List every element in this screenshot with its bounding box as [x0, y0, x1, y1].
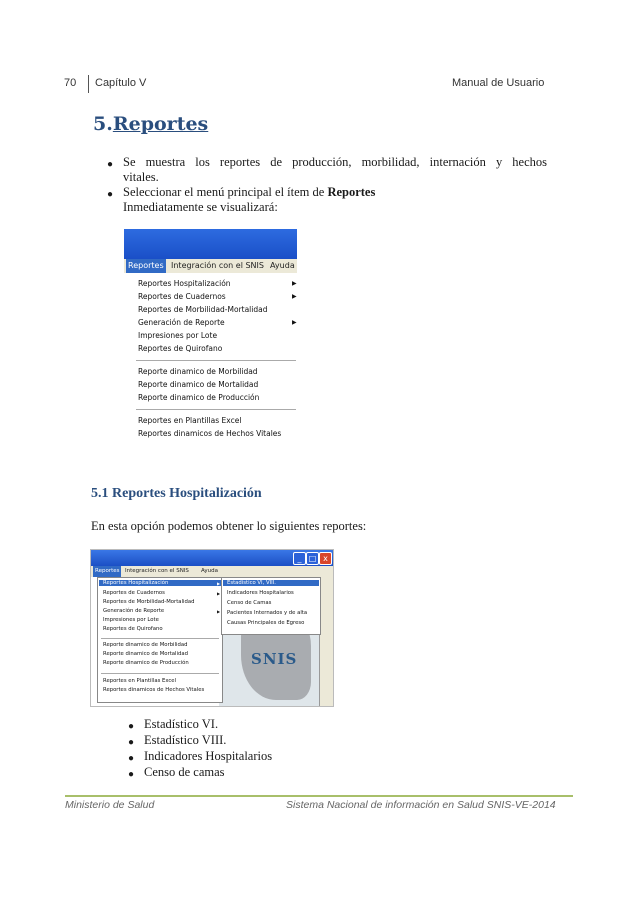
bullet-1-line-2: vitales.	[123, 170, 159, 184]
report-bullet-1: Estadístico VI.	[144, 717, 219, 731]
bullet-dot: ●	[128, 737, 135, 748]
menu-item-reportes-hospitalizacion[interactable]: Reportes Hospitalización	[99, 580, 221, 586]
menu-item-dinamico-produccion[interactable]: Reporte dinamico de Producción	[138, 393, 260, 402]
report-bullet-2: Estadístico VIII.	[144, 733, 227, 747]
menu-separator	[136, 360, 296, 361]
report-bullet-3: Indicadores Hospitalarios	[144, 749, 273, 763]
menu-separator	[136, 409, 296, 410]
menu-item-impresiones-lote[interactable]: Impresiones por Lote	[103, 617, 159, 623]
close-icon[interactable]: x	[319, 552, 332, 565]
submenu-arrow-icon: ▶	[292, 319, 297, 326]
menu-item-quirofano[interactable]: Reportes de Quirofano	[103, 626, 163, 632]
bullet-2-line-1	[123, 185, 375, 200]
submenu-item-censo-camas[interactable]: Censo de Camas	[227, 600, 272, 606]
footer-right: Sistema Nacional de información en Salud SNIS-VE-2014	[286, 799, 556, 811]
submenu-item-indicadores[interactable]: Indicadores Hospitalarios	[227, 590, 294, 596]
submenu-arrow-icon: ▶	[217, 609, 221, 614]
footer-divider	[65, 795, 573, 797]
menu-item-reportes-cuadernos[interactable]: Reportes de Cuadernos	[138, 292, 226, 301]
subsection-intro: En esta opción podemos obtener lo siguientes reportes:	[91, 519, 367, 533]
bullet-2-text: Seleccionar el menú principal el ítem de	[123, 185, 328, 199]
menu-reportes[interactable]: Reportes	[93, 566, 121, 577]
section-title	[93, 113, 208, 135]
menu-item-hechos-vitales[interactable]: Reportes dinamicos de Hechos Vitales	[138, 429, 282, 438]
menu-ayuda[interactable]: Ayuda	[201, 568, 218, 574]
menu-item-reportes-cuadernos[interactable]: Reportes de Cuadernos	[103, 590, 165, 596]
submenu-arrow-icon: ▶	[292, 293, 297, 300]
menu-item-dinamico-morbilidad[interactable]: Reporte dinamico de Morbilidad	[138, 367, 258, 376]
side-panel	[319, 577, 334, 706]
section-number: 5.	[93, 113, 113, 135]
subsection-title: 5.1 Reportes Hospitalización	[91, 486, 262, 501]
menu-item-morbilidad-mortalidad[interactable]: Reportes de Morbilidad-Mortalidad	[103, 599, 195, 605]
menu-reportes[interactable]: Reportes	[126, 259, 166, 273]
footer-left: Ministerio de Salud	[65, 799, 155, 811]
menu-item-quirofano[interactable]: Reportes de Quirofano	[138, 344, 223, 353]
report-bullet-4: Censo de camas	[144, 765, 225, 779]
menu-item-reportes-hospitalizacion[interactable]: Reportes Hospitalización	[138, 279, 231, 288]
menu-integracion[interactable]: Integración con el SNIS	[171, 261, 264, 270]
reportes-dropdown	[97, 577, 223, 703]
submenu-arrow-icon: ▶	[292, 280, 297, 287]
window-titlebar	[124, 229, 297, 259]
menu-item-impresiones-lote[interactable]: Impresiones por Lote	[138, 331, 218, 340]
maximize-icon[interactable]: □	[306, 552, 319, 565]
bullet-dot: ●	[107, 189, 114, 200]
bullet-dot: ●	[128, 769, 135, 780]
menu-separator	[101, 673, 219, 674]
menu-bar	[124, 259, 297, 273]
bullet-1-line-1: Se muestra los reportes de producción, morbilidad, internación y hechos	[123, 155, 547, 169]
menu-bar	[91, 566, 333, 577]
section-title-text: Reportes	[112, 113, 209, 135]
header-separator	[88, 75, 89, 93]
menu-separator	[101, 638, 219, 639]
chapter-label: Capítulo V	[95, 77, 147, 89]
bullet-dot: ●	[128, 753, 135, 764]
submenu-arrow-icon: ▶	[217, 591, 221, 596]
menu-item-plantillas-excel[interactable]: Reportes en Plantillas Excel	[103, 678, 177, 684]
submenu-item-causas-egreso[interactable]: Causas Principales de Egreso	[227, 620, 305, 626]
menu-integracion[interactable]: Integración con el SNIS	[125, 568, 189, 574]
manual-label: Manual de Usuario	[452, 77, 545, 89]
bullet-2-bold: Reportes	[327, 185, 376, 199]
snis-logo: SNIS	[251, 650, 298, 668]
submenu-item-estadistico[interactable]: Estadistico VI, VIII.	[223, 580, 319, 586]
page-number: 70	[64, 77, 77, 89]
hospitalizacion-submenu	[221, 577, 321, 635]
bullet-dot: ●	[107, 159, 114, 170]
menu-item-generacion-reporte[interactable]: Generación de Reporte	[103, 608, 165, 614]
menu-item-dinamico-produccion[interactable]: Reporte dinamico de Producción	[103, 660, 189, 666]
submenu-item-pacientes-internados[interactable]: Pacientes Internados y de alta	[227, 610, 308, 616]
bullet-2-line-2: Inmediatamente se visualizará:	[123, 200, 278, 214]
menu-ayuda[interactable]: Ayuda	[270, 261, 295, 270]
submenu-arrow-icon: ▶	[217, 581, 221, 586]
menu-item-dinamico-morbilidad[interactable]: Reporte dinamico de Morbilidad	[103, 642, 188, 648]
reportes-dropdown	[128, 273, 297, 445]
menu-item-dinamico-mortalidad[interactable]: Reporte dinamico de Mortalidad	[138, 380, 259, 389]
menu-item-morbilidad-mortalidad[interactable]: Reportes de Morbilidad-Mortalidad	[138, 305, 268, 314]
menu-item-generacion-reporte[interactable]: Generación de Reporte	[138, 318, 225, 327]
menu-item-dinamico-mortalidad[interactable]: Reporte dinamico de Mortalidad	[103, 651, 188, 657]
menu-screenshot-2	[90, 549, 334, 707]
window-titlebar	[91, 550, 333, 566]
menu-item-plantillas-excel[interactable]: Reportes en Plantillas Excel	[138, 416, 242, 425]
minimize-icon[interactable]: _	[293, 552, 306, 565]
menu-screenshot-1	[124, 229, 297, 445]
menu-item-hechos-vitales[interactable]: Reportes dinamicos de Hechos Vitales	[103, 687, 205, 693]
bullet-dot: ●	[128, 721, 135, 732]
